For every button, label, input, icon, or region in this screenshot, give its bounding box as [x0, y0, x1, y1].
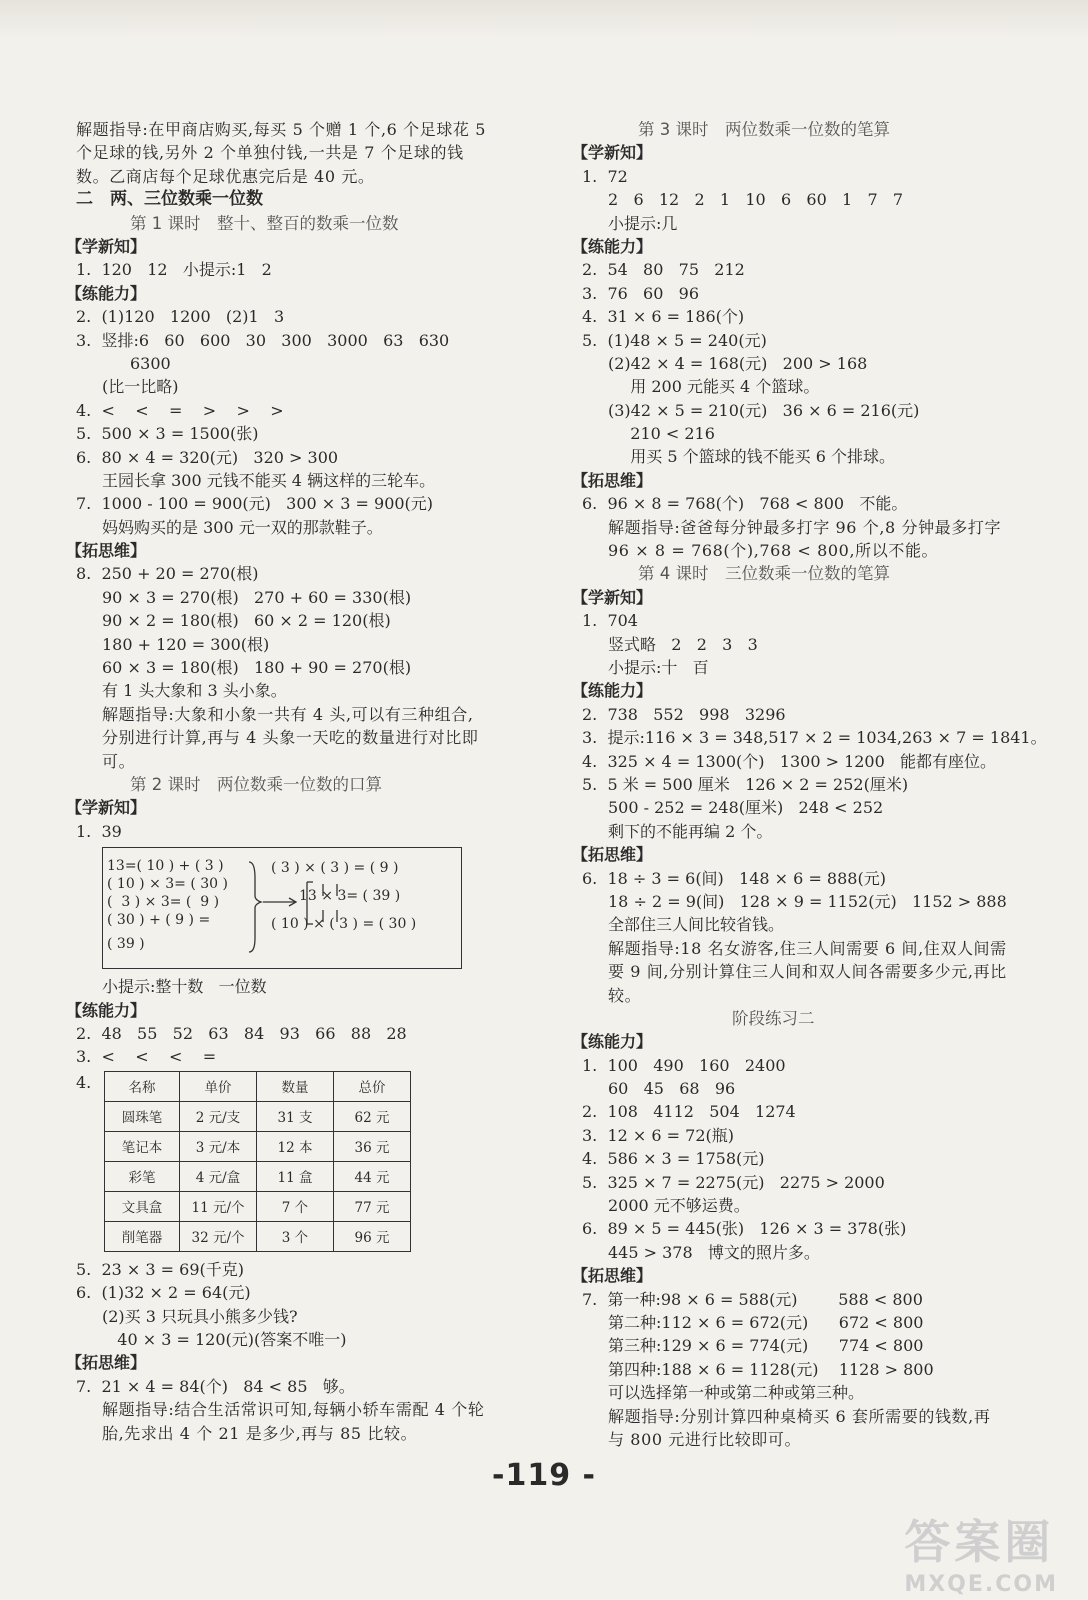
table-cell: 96 元	[334, 1221, 411, 1251]
explanation-paragraph: 解题指导:大象和小象一共有 4 头,可以有三种组合,分别进行计算,再与 4 头象一天吃的数量进行对比即可。	[102, 704, 479, 771]
answer-line: 3. 竖排:6 60 600 30 300 3000 63 630	[76, 330, 450, 350]
diagram-connectors	[103, 848, 461, 968]
table-cell: 36 元	[334, 1131, 411, 1161]
explanation-paragraph: 解题指导:分别计算四种桌椅买 6 套所需要的钱数,再与 800 元进行比较即可。	[608, 1406, 991, 1449]
answer-line: 60 45 68 96	[608, 1079, 736, 1099]
answer-line: 4. 31 × 6 = 186(个)	[582, 307, 745, 327]
lesson-title: 第 4 课时 三位数乘一位数的笔算	[638, 564, 890, 584]
section-label: 【练能力】	[572, 236, 653, 256]
answer-line: 3. 提示:116 × 3 = 348,517 × 2 = 1034,263 × 7 = 1841。	[582, 728, 1047, 748]
section-label: 【练能力】	[66, 1000, 147, 1020]
diagram-left-step: ( 39 )	[107, 936, 145, 953]
chapter-heading: 二 两、三位数乘一位数	[76, 189, 263, 210]
table-cell: 2 元/支	[180, 1101, 257, 1131]
answer-line: 第四种:188 × 6 = 1128(元) 1128 > 800	[608, 1359, 934, 1379]
answer-line: 445 > 378 博文的照片多。	[608, 1242, 820, 1262]
answer-line: 2. 108 4112 504 1274	[582, 1102, 796, 1122]
table-row	[105, 1161, 411, 1191]
calculation-diagram	[102, 847, 462, 969]
answer-line: 小提示:十 百	[608, 658, 709, 678]
table-cell: 77 元	[334, 1191, 411, 1221]
answer-line: 6. (1)32 × 2 = 64(元)	[76, 1283, 251, 1303]
answer-line: 第二种:112 × 6 = 672(元) 672 < 800	[608, 1313, 924, 1332]
answer-line: 1. 704	[582, 611, 638, 631]
section-label: 【学新知】	[572, 143, 653, 163]
explanation-paragraph: 解题指导:在甲商店购买,每买 5 个赠 1 个,6 个足球花 5 个足球的钱,另外 2 个单独付钱,一共是 7 个足球的钱数。乙商店每个足球优惠完后是 40 元。	[76, 120, 486, 186]
section-label: 【拓思维】	[572, 845, 653, 865]
answer-line: 5. 5 米 = 500 厘米 126 × 2 = 252(厘米)	[582, 774, 909, 794]
section-label: 【学新知】	[572, 587, 653, 607]
answer-line: (2)42 × 4 = 168(元) 200 > 168	[608, 353, 868, 373]
answer-line: 1. 72	[582, 166, 628, 186]
diagram-left-step: ( 30 ) + ( 9 ) =	[107, 912, 211, 929]
table-header-row	[105, 1071, 411, 1101]
left-column	[66, 118, 486, 1445]
page-number: -119 -	[492, 1458, 596, 1493]
diagram-right-step: ( 3 ) × ( 3 ) = ( 9 )	[271, 860, 399, 877]
answer-line: 5. 500 × 3 = 1500(张)	[76, 424, 259, 444]
answer-line: 3. 12 × 6 = 72(瓶)	[582, 1125, 734, 1145]
answer-line: 7. 第一种:98 × 6 = 588(元) 588 < 800	[582, 1289, 923, 1309]
answer-line: 6. 80 × 4 = 320(元) 320 > 300	[76, 447, 339, 467]
watermark-logo	[904, 1506, 1058, 1597]
diagram-left-brace	[249, 862, 261, 952]
answer-line: 2. (1)120 1200 (2)1 3	[76, 307, 285, 327]
answer-line: 90 × 3 = 270(根) 270 + 60 = 330(根)	[102, 587, 412, 607]
answer-line: (2)买 3 只玩具小熊多少钱?	[102, 1306, 298, 1326]
answer-line: 500 - 252 = 248(厘米) 248 < 252	[608, 798, 884, 818]
answer-line: 竖式略 2 2 3 3	[608, 634, 758, 654]
top-shadow	[0, 0, 1088, 40]
lesson-title: 第 1 课时 整十、整百的数乘一位数	[130, 213, 399, 233]
answer-line: 剩下的不能再编 2 个。	[608, 821, 773, 841]
table-row	[105, 1131, 411, 1161]
answer-line: 全部住三人间比较省钱。	[608, 915, 785, 935]
table-cell: 11 元/个	[180, 1191, 257, 1221]
section-label: 【练能力】	[572, 681, 653, 701]
answer-line: 2. 48 55 52 63 84 93 66 88 28	[76, 1023, 407, 1043]
table-row	[105, 1191, 411, 1221]
answer-line: 1. 120 12 小提示:1 2	[76, 260, 272, 280]
answer-line: 5. 325 × 7 = 2275(元) 2275 > 2000	[582, 1172, 885, 1192]
table-cell: 4 元/盒	[180, 1161, 257, 1191]
answer-line: 4. 325 × 4 = 1300(个) 1300 > 1200 能都有座位。	[582, 751, 997, 771]
answer-line: (比一比略)	[102, 377, 179, 397]
lesson-title: 第 2 课时 两位数乘一位数的口算	[130, 775, 382, 795]
answer-line: 7. 1000 - 100 = 900(元) 300 × 3 = 900(元)	[76, 494, 434, 514]
section-label: 【拓思维】	[572, 470, 653, 490]
table-block	[76, 1071, 486, 1252]
table-header-cell: 名称	[105, 1071, 180, 1101]
answer-line: 小提示:几	[608, 213, 678, 233]
section-label: 【拓思维】	[572, 1266, 653, 1286]
diagram-left-step: ( 10 ) × 3= ( 30 )	[107, 876, 228, 893]
answer-line: 5. (1)48 × 5 = 240(元)	[582, 330, 767, 350]
explanation-paragraph: 解题指导:18 名女游客,住三人间需要 6 间,住双人间需要 9 间,分别计算住三人间和双人间各需要多少元,再比较。	[608, 938, 1007, 1005]
answer-line: 2000 元不够运费。	[608, 1196, 750, 1216]
answer-line: 妈妈购买的是 300 元一双的那款鞋子。	[102, 517, 383, 537]
answer-line: 40 × 3 = 120(元)(答案不唯一)	[102, 1329, 347, 1349]
table-cell: 62 元	[334, 1101, 411, 1131]
answer-line: 王园长拿 300 元钱不能买 4 辆这样的三轮车。	[102, 470, 436, 490]
table-cell: 44 元	[334, 1161, 411, 1191]
table-cell: 圆珠笔	[105, 1101, 180, 1131]
answer-line: 1. 100 490 160 2400	[582, 1055, 786, 1075]
answer-line: 1. 39	[76, 821, 122, 841]
answer-line: 小提示:整十数 一位数	[102, 977, 267, 997]
diagram-right-step: 13 × 3= ( 39 )	[299, 888, 401, 905]
lesson-title: 第 3 课时 两位数乘一位数的笔算	[638, 120, 890, 139]
table-cell: 文具盒	[105, 1191, 180, 1221]
answer-line: 2. 738 552 998 3296	[582, 704, 786, 724]
table-cell: 7 个	[257, 1191, 334, 1221]
table-cell: 彩笔	[105, 1161, 180, 1191]
answer-line: 有 1 头大象和 3 头小象。	[102, 681, 287, 701]
table-header-cell: 总价	[334, 1071, 411, 1101]
price-table	[104, 1071, 411, 1252]
diagram-left-step: 13=( 10 ) + ( 3 )	[107, 858, 224, 875]
section-label: 【拓思维】	[66, 541, 147, 561]
section-label: 【学新知】	[66, 237, 147, 256]
table-cell: 3 元/本	[180, 1131, 257, 1161]
explanation-paragraph: 解题指导:爸爸每分钟最多打字 96 个,8 分钟最多打字 96 × 8 = 768(个),768 < 800,所以不能。	[608, 517, 1002, 561]
answer-line: 210 < 216	[615, 424, 715, 444]
table-header-cell: 单价	[180, 1071, 257, 1101]
answer-line: 用 200 元能买 4 个篮球。	[615, 377, 820, 397]
section-label: 【练能力】	[572, 1032, 653, 1052]
answer-line: 4. 586 × 3 = 1758(元)	[582, 1149, 765, 1169]
table-cell: 31 支	[257, 1101, 334, 1131]
table-cell: 笔记本	[105, 1131, 180, 1161]
answer-line: 7. 21 × 4 = 84(个) 84 < 85 够。	[76, 1376, 355, 1396]
answer-line: 6. 89 × 5 = 445(张) 126 × 3 = 378(张)	[582, 1219, 907, 1239]
diagram-left-step: ( 3 ) × 3= ( 9 )	[107, 894, 220, 911]
section-label: 【拓思维】	[66, 1353, 147, 1373]
answer-line: 2. 54 80 75 212	[582, 260, 745, 280]
answer-line: 6. 96 × 8 = 768(个) 768 < 800 不能。	[582, 494, 908, 514]
answer-line: 6300	[130, 353, 171, 373]
answer-line: 用买 5 个篮球的钱不能买 6 个排球。	[615, 447, 895, 467]
right-column	[572, 118, 1047, 1451]
answer-line: 6. 18 ÷ 3 = 6(间) 148 × 6 = 888(元)	[582, 868, 886, 888]
answer-line: 8. 250 + 20 = 270(根)	[76, 564, 259, 584]
answer-line: 60 × 3 = 180(根) 180 + 90 = 270(根)	[102, 658, 412, 678]
table-row	[105, 1221, 411, 1251]
answer-line: 2 6 12 2 1 10 6 60 1 7 7	[608, 190, 904, 210]
table-cell: 32 元/个	[180, 1221, 257, 1251]
lesson-title: 阶段练习二	[732, 1008, 815, 1028]
table-header-cell: 数量	[257, 1071, 334, 1101]
section-label: 【练能力】	[66, 283, 147, 303]
answer-line: (3)42 × 5 = 210(元) 36 × 6 = 216(元)	[608, 400, 920, 420]
answer-line: 3. < < < =	[76, 1047, 217, 1067]
diagram-right-step: ( 10 ) × ( 3 ) = ( 30 )	[271, 916, 417, 933]
table-cell: 3 个	[257, 1221, 334, 1251]
answer-line: 5. 23 × 3 = 69(千克)	[76, 1259, 244, 1279]
answer-line: 180 + 120 = 300(根)	[102, 634, 270, 654]
table-row	[105, 1101, 411, 1131]
watermark-title: 答案圈	[904, 1515, 1055, 1569]
section-label: 【学新知】	[66, 798, 147, 818]
answer-line: 第三种:129 × 6 = 774(元) 774 < 800	[608, 1336, 924, 1356]
table-cell: 削笔器	[105, 1221, 180, 1251]
table-cell: 11 盒	[257, 1161, 334, 1191]
explanation-paragraph: 解题指导:结合生活常识可知,每辆小轿车需配 4 个轮胎,先求出 4 个 21 是多少,再与 85 比较。	[102, 1400, 485, 1443]
answer-line: 18 ÷ 2 = 9(间) 128 × 9 = 1152(元) 1152 > 888	[608, 891, 1007, 911]
answer-line: 可以选择第一种或第二种或第三种。	[608, 1383, 865, 1403]
answer-line: 4. < < = > > >	[76, 400, 284, 420]
answer-line: 90 × 2 = 180(根) 60 × 2 = 120(根)	[102, 611, 391, 631]
table-cell: 12 本	[257, 1131, 334, 1161]
answer-line: 3. 76 60 96	[582, 283, 700, 303]
answer-number: 4.	[76, 1072, 92, 1092]
watermark-url: MXQE.COM	[904, 1572, 1058, 1597]
